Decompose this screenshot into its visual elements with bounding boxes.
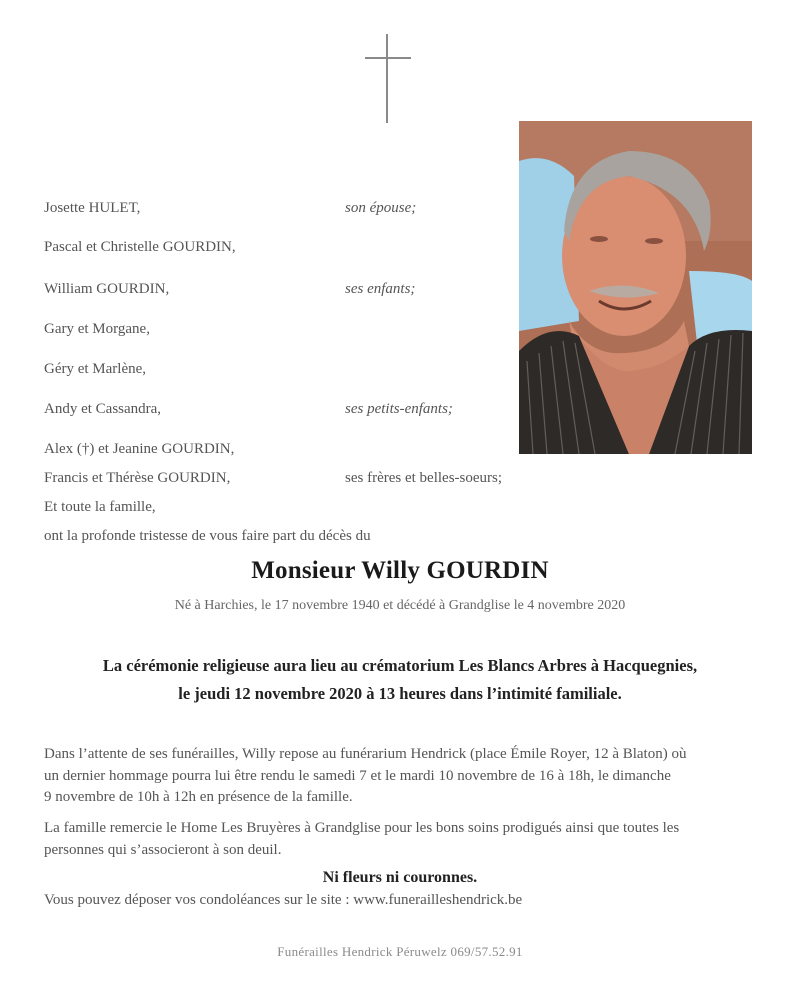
cross-icon-horizontal — [365, 57, 411, 59]
thanks-line: personnes qui s’associeront à son deuil. — [44, 841, 282, 858]
portrait-illustration — [519, 121, 752, 454]
family-name: Francis et Thérèse GOURDIN, — [44, 470, 231, 486]
family-name: William GOURDIN, — [44, 281, 170, 297]
ceremony-line-1: La cérémonie religieuse aura lieu au crématorium Les Blancs Arbres à Hacquegnies, — [102, 656, 698, 675]
birth-death-dates: Né à Harchies, le 17 novembre 1940 et décédé à Grandglise le 4 novembre 2020 — [174, 598, 626, 613]
family-role: son épouse; — [345, 200, 417, 216]
thanks-paragraph — [44, 818, 764, 861]
family-role: ses enfants; — [345, 281, 416, 297]
portrait-photo — [519, 121, 752, 454]
family-name: Andy et Cassandra, — [44, 401, 162, 417]
family-name: Josette HULET, — [44, 200, 141, 216]
viewing-line: 9 novembre de 10h à 12h en présence de la famille. — [44, 789, 353, 805]
viewing-line: Dans l’attente de ses funérailles, Willy repose au funérarium Hendrick (place Émile Royer, 12 à Blaton) où — [44, 746, 687, 762]
family-name: Géry et Marlène, — [44, 361, 147, 377]
family-name: Pascal et Christelle GOURDIN, — [44, 239, 236, 255]
thanks-line: La famille remercie le Home Les Bruyères à Grandglise pour les bons soins prodigués ainsi que toutes les — [44, 820, 680, 836]
viewing-line: un dernier hommage pourra lui être rendu le samedi 7 et le mardi 10 novembre de 16 à 18h, le dimanche — [44, 767, 671, 784]
ceremony-line-2: le jeudi 12 novembre 2020 à 13 heures dans l’intimité familiale. — [178, 684, 622, 703]
family-name: Et toute la famille, — [44, 499, 156, 515]
family-role: ses petits-enfants; — [345, 401, 453, 417]
condolences-text: Vous pouvez déposer vos condoléances sur le site : www.funerailleshendrick.be — [44, 892, 523, 908]
family-role: ses frères et belles-soeurs; — [345, 470, 503, 486]
cross-icon-vertical — [386, 34, 388, 123]
viewing-paragraph — [44, 744, 764, 809]
funeral-home-footer: Funérailles Hendrick Péruwelz 069/57.52.91 — [277, 944, 523, 959]
family-name: Alex (†) et Jeanine GOURDIN, — [44, 441, 235, 457]
deceased-name-heading: Monsieur Willy GOURDIN — [251, 557, 549, 584]
no-flowers-notice: Ni fleurs ni couronnes. — [322, 869, 478, 886]
intro-text: ont la profonde tristesse de vous faire part du décès du — [44, 528, 371, 544]
family-name: Gary et Morgane, — [44, 321, 150, 337]
